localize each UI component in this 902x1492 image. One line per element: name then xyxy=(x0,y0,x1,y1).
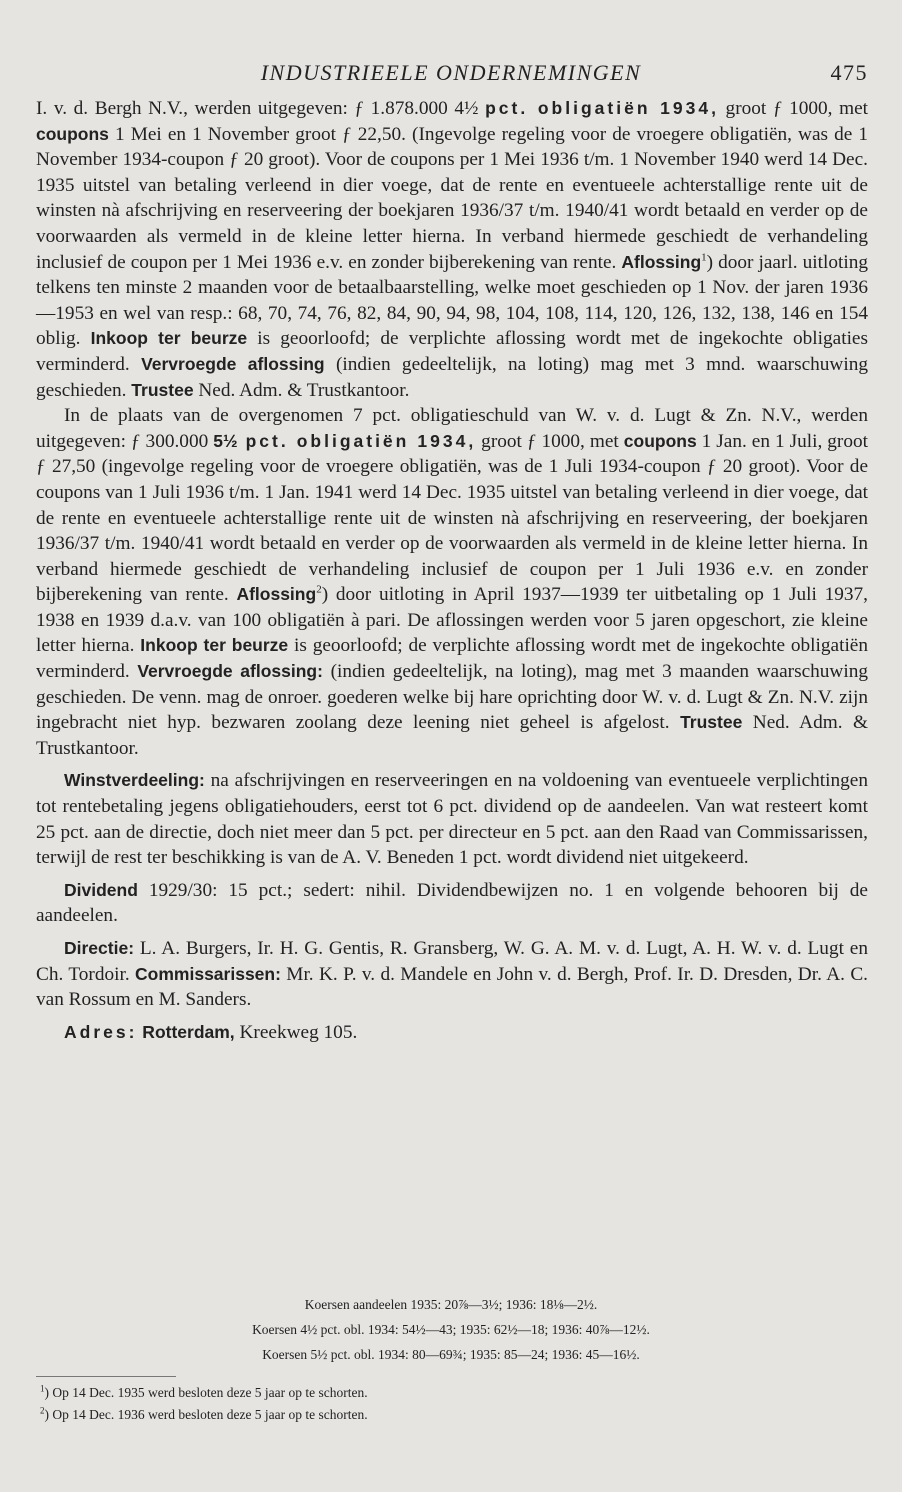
paragraph-dividend xyxy=(36,878,868,929)
text: In de plaats van de overgenomen 7 pct. obligatieschuld van W. v. d. Lugt & Zn. N.V., werden uitgegeven: ƒ 300.000 xyxy=(36,405,868,452)
footnote-ref: 2 xyxy=(316,583,322,596)
text: (indien gedeeltelijk, na loting), mag met 3 maanden waarschuwing geschieden. De venn. mag de onroer. goederen welke bij hare oprichting door W. v. d. Lugt & Zn. N.V. zijn ingebracht niet hyp. bezwaren zoolang deze leening niet geheel is afgelost. xyxy=(36,661,868,734)
city: Rotterdam, xyxy=(137,1021,235,1042)
koersen-line: Koersen aandeelen 1935: 20⅞—3½; 1936: 18⅛—2½. xyxy=(304,1297,598,1312)
keyword-coupons: coupons xyxy=(36,123,109,144)
keyword-coupons: coupons xyxy=(623,430,697,451)
text: groot ƒ 1000, met xyxy=(476,430,624,452)
text: I. v. d. Bergh N.V., werden uitgegeven: xyxy=(36,98,355,119)
footnote-text: ) Op 14 Dec. 1935 werd besloten deze 5 jaar op te schorten. xyxy=(44,1385,368,1400)
keyword-adres: Adres: xyxy=(64,1021,138,1042)
text: 1 Mei en 1 November groot ƒ 22,50. (Ingevolge regeling voor de vroegere obligatiën, was de 1 November 1934-coupon ƒ 20 groot). Voor de coupons per 1 Mei 1936 t/m. 1 November 1940 werd 14 Dec. 1935 uitstel van betaling verleend in dier voege, dat de rente en eventueele achterstallige rente uit de winsten nà afschrijving en reserveering der boekjaren 1936/37 t/m. 1940/41 wordt betaald en verder op de voorwaarden als vermeld in de kleine letter hierna. In verband hiermede geschiedt de verhandeling inclusief de coupon per 1 Mei 1936 e.v. en zonder bijberekening van rente. xyxy=(36,123,868,273)
bond-title: pct. obligatiën 1934, xyxy=(237,430,477,451)
footnote-ref: 1 xyxy=(701,251,707,264)
text: Ned. Adm. & Trustkantoor. xyxy=(36,712,868,759)
keyword-vervroegde-aflossing: Vervroegde aflossing: xyxy=(137,661,323,682)
street: Kreekweg 105. xyxy=(234,1021,358,1043)
keyword-inkoop: Inkoop ter beurze xyxy=(140,635,289,656)
text: ƒ 1.878.000 4½ xyxy=(354,98,486,119)
keyword-dividend: Dividend xyxy=(64,879,138,900)
text: ) door uitloting in April 1937—1939 ter uitbetaling op 1 Juli 1937, 1938 en 1939 d.a.v. van 100 obligatiën à pari. De aflossingen werden voor 5 jaren opgeschort, zie kleine letter hierna. xyxy=(36,584,868,657)
footnote-mark: 2 xyxy=(40,1405,45,1416)
text: ) door jaarl. uitloting telkens ten minste 2 maanden voor de betaalbaarstelling, welke moet geschieden op 1 Nov. der jaren 1936—1953 en wel van resp.: 68, 70, 74, 76, 82, 84, 90, 94, 98, 104, 108, 114, 120, 126, 132, 138, 146 en 154 oblig. xyxy=(36,251,868,350)
paragraph-winstverdeeling xyxy=(36,768,868,870)
koersen-line: Koersen 5½ pct. obl. 1934: 80—69¾; 1935: 85—24; 1936: 45—16½. xyxy=(262,1347,640,1362)
koersen-line: Koersen 4½ pct. obl. 1934: 54½—43; 1935: 62½—18; 1936: 40⅞—12½. xyxy=(252,1322,650,1337)
bond-title: pct. obligatiën 1934, xyxy=(485,98,719,118)
text: is geoorloofd; de verplichte aflossing wordt met de ingekochte obligaties verminderd. xyxy=(36,328,868,375)
footnote xyxy=(40,1404,368,1426)
keyword-winstverdeeling: Winstverdeeling: xyxy=(64,770,205,791)
koersen-block xyxy=(0,1292,902,1367)
keyword-commissarissen: Commissarissen: xyxy=(135,963,281,984)
paragraph-lugt-bonds xyxy=(36,403,868,761)
text: 1929/30: 15 pct.; sedert: nihil. Dividendbewijzen no. 1 en volgende behooren bij de aandeelen. xyxy=(36,879,868,927)
footnote-text: ) Op 14 Dec. 1936 werd besloten deze 5 jaar op te schorten. xyxy=(44,1407,368,1422)
footnote-divider xyxy=(36,1376,176,1377)
keyword-trustee: Trustee xyxy=(131,379,194,400)
keyword-vervroegde-aflossing: Vervroegde aflossing xyxy=(141,353,325,374)
text: L. A. Burgers, Ir. H. G. Gentis, R. Gransberg, W. G. A. M. v. d. Lugt, A. H. W. v. d. Lugt en Ch. Tordoir. xyxy=(36,938,868,985)
text: is geoorloofd; de verplichte aflossing wordt met de ingekochte obligatiën verminderd. xyxy=(36,635,869,683)
keyword-inkoop: Inkoop ter beurze xyxy=(90,328,248,349)
keyword-aflossing: Aflossing xyxy=(621,251,702,272)
page-number: 475 xyxy=(830,60,868,85)
text: groot ƒ 1000, met xyxy=(718,98,869,119)
text: na afschrijvingen en reserveeringen en na voldoening van eventueele verplichtingen tot rentebetaling jegens obligatiehouders, eerst tot 6 pct. dividend op de aandeelen. Van wat resteert komt 25 pct. aan de directie, doch niet meer dan 5 pct. per directeur en 5 pct. aan den Raad van Commissarissen, terwijl de rest ter beschikking is van de A. V. Beneden 1 pct. wordt dividend niet uitgekeerd. xyxy=(36,770,868,869)
text: Mr. K. P. v. d. Mandele en John v. d. Bergh, Prof. Ir. D. Dresden, Dr. A. C. van Rossum en M. Sanders. xyxy=(36,963,868,1011)
keyword-aflossing: Aflossing xyxy=(236,584,317,605)
footnote-mark: 1 xyxy=(40,1383,45,1394)
text: 1 Jan. en 1 Juli, groot ƒ 27,50 (ingevolge regeling voor de vroegere obligatiën, was de 1 Juli 1934-coupon ƒ 20 groot). Voor de coupons van 1 Juli 1936 t/m. 1 Jan. 1941 werd 14 Dec. 1935 uitstel van betaling verleend in dier voege, dat de rente en eventueele achterstallige rente uit de winsten nà afschrijving en reserveering, der boekjaren 1936/37 t/m. 1940/41 wordt betaald en verder op de voorwaarden als vermeld in de kleine letter hierna. In verband hiermede geschiedt de verhandeling inclusief de coupon per 1 Juli 1936 e.v. en zonder bijberekening van rente. xyxy=(36,430,868,606)
paragraph-directie xyxy=(36,936,868,1013)
keyword-directie: Directie: xyxy=(64,938,135,958)
running-title: INDUSTRIEELE ONDERNEMINGEN xyxy=(260,60,642,85)
paragraph-bergh-bonds xyxy=(36,96,868,403)
paragraph-adres xyxy=(36,1020,868,1046)
running-header xyxy=(0,60,902,90)
footnotes xyxy=(40,1382,368,1426)
keyword-trustee: Trustee xyxy=(680,712,743,733)
footnote xyxy=(40,1382,368,1404)
text: Ned. Adm. & Trustkantoor. xyxy=(193,379,410,401)
text: (indien gedeeltelijk, na loting) mag met 3 mnd. waarschuwing geschieden. xyxy=(36,353,868,401)
body-text xyxy=(36,96,868,1045)
rate: 5½ xyxy=(213,430,238,451)
